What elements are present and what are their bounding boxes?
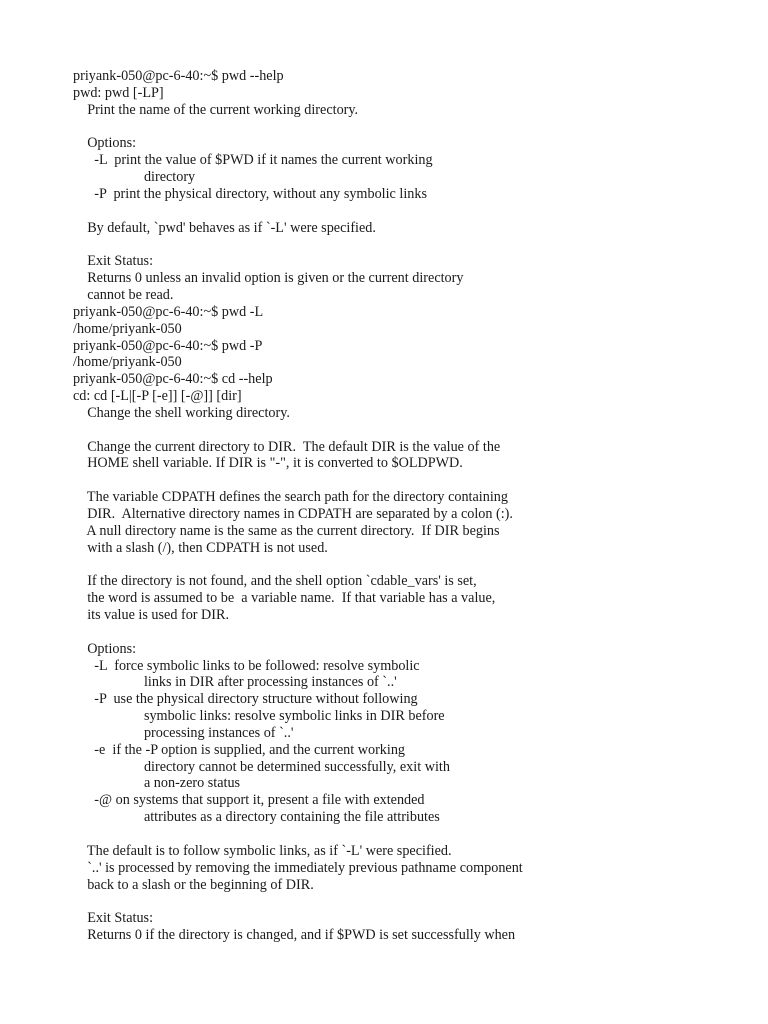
text-line: `..' is processed by removing the immediately previous pathname component [73,859,523,876]
text-line: -e if the -P option is supplied, and the current working [73,741,406,758]
text-line: -P use the physical directory structure without following [73,691,418,708]
blank-line [73,556,753,573]
text-line: Options: [73,135,137,152]
text-line: the word is assumed to be a variable name. If that variable has a value, [73,590,496,607]
text-line: directory [73,169,196,186]
text-line: cd: cd [-L|[-P [-e]] [-@]] [dir] [73,388,242,405]
text-line: By default, `pwd' behaves as if `-L' were specified. [73,219,376,236]
text-line: a non-zero status [73,775,241,792]
text-line: HOME shell variable. If DIR is "-", it is converted to $OLDPWD. [73,455,463,472]
text-line: DIR. Alternative directory names in CDPATH are separated by a colon (:). [73,505,513,522]
text-line: Returns 0 if the directory is changed, and if $PWD is set successfully when [73,927,516,944]
text-line: -L force symbolic links to be followed: resolve symbolic [73,657,420,674]
blank-line [73,624,753,641]
text-line: Options: [73,640,137,657]
text-line: links in DIR after processing instances of `..' [73,674,397,691]
text-line: priyank-050@pc-6-40:~$ pwd -P [73,337,263,354]
text-line: The variable CDPATH defines the search path for the directory containing [73,489,508,506]
text-line: -P print the physical directory, without any symbolic links [73,185,427,202]
text-line: A null directory name is the same as the current directory. If DIR begins [73,522,500,539]
text-line: pwd: pwd [-LP] [73,84,164,101]
text-line: Change the current directory to DIR. The default DIR is the value of the [73,438,501,455]
text-line: processing instances of `..' [73,724,294,741]
blank-line [73,119,753,136]
text-line: cannot be read. [73,286,174,303]
text-line: Print the name of the current working directory. [73,101,359,118]
text-line: -@ on systems that support it, present a file with extended [73,792,425,809]
text-line: /home/priyank-050 [73,320,182,337]
text-line: The default is to follow symbolic links, as if `-L' were specified. [73,842,452,859]
terminal-output-document [73,68,753,944]
blank-line [73,826,753,843]
text-line: priyank-050@pc-6-40:~$ pwd -L [73,303,264,320]
blank-line [73,472,753,489]
text-line: /home/priyank-050 [73,354,182,371]
blank-line [73,236,753,253]
text-line: If the directory is not found, and the shell option `cdable_vars' is set, [73,573,477,590]
text-line: Exit Status: [73,910,154,927]
text-line: Returns 0 unless an invalid option is given or the current directory [73,270,464,287]
text-line: directory cannot be determined successfully, exit with [73,758,450,775]
text-line: its value is used for DIR. [73,607,230,623]
text-line: priyank-050@pc-6-40:~$ pwd --help [73,68,284,84]
text-line: with a slash (/), then CDPATH is not used. [73,539,328,556]
blank-line [73,422,753,439]
text-line: symbolic links: resolve symbolic links in DIR before [73,708,445,725]
text-line: back to a slash or the beginning of DIR. [73,876,314,893]
text-line: priyank-050@pc-6-40:~$ cd --help [73,371,273,388]
blank-line [73,203,753,220]
text-line: attributes as a directory containing the file attributes [73,809,440,826]
text-line: Exit Status: [73,253,154,270]
text-line: Change the shell working directory. [73,404,290,421]
text-line: -L print the value of $PWD if it names the current working [73,152,433,169]
blank-line [73,893,753,910]
